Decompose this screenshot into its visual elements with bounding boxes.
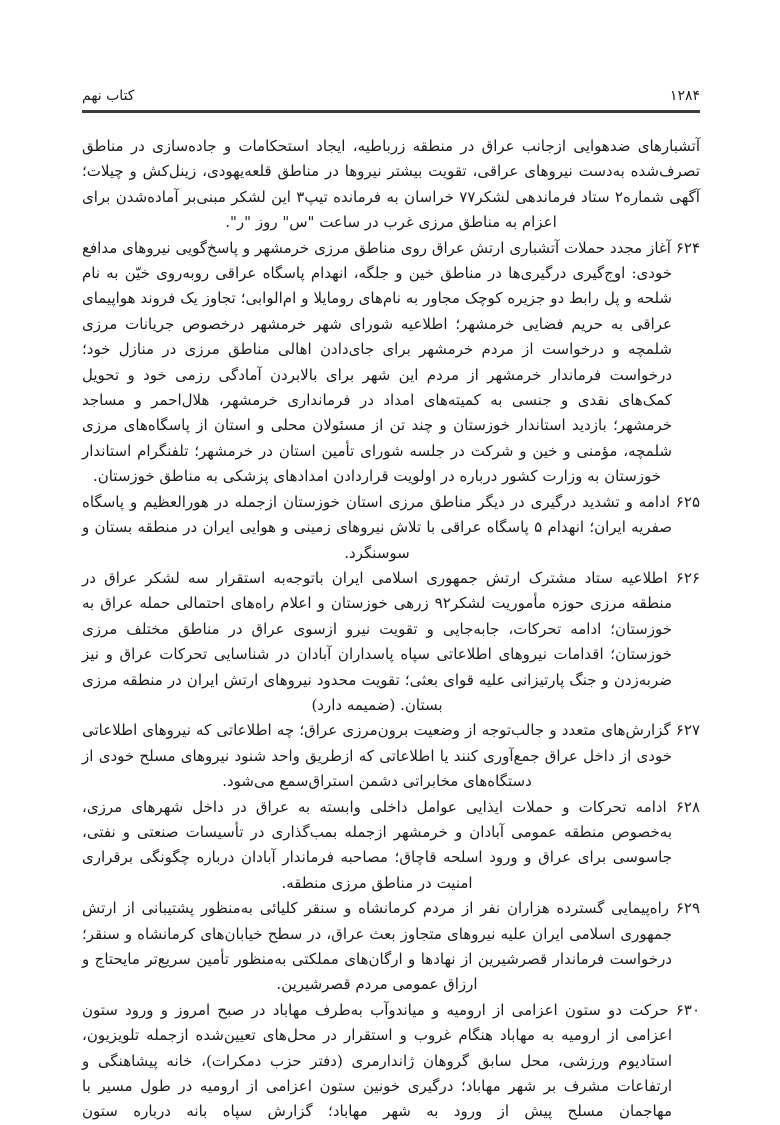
entry-text: حرکت دو ستون اعزامی از ارومیه و میاندوآب به‌طرف مهاباد در صبح امروز و ورود ستون اعزامی از ارومیه به مهاباد هنگام غروب و استقرار در محل‌های تعیین‌شده ازجمله تلویزیون، استادیوم ورزشی، محل سابق گروهان ژاندارمری (دفتر حزب دمکرات)، خانه پیشاهنگی و ارتفاعات مشرف بر شهر مهاباد؛ درگیری خونین ستون اعزامی از ارومیه در طول مسیر با مهاجمان مسلح پیش از ورود به شهر مهاباد؛ گزارش سپاه بانه درباره ستون xyxy=(82,1000,676,1121)
page-number: ۱۲۸۴ xyxy=(669,88,700,104)
entry-number: ۶۲۴ xyxy=(675,238,700,257)
entry xyxy=(82,998,700,1125)
header-divider xyxy=(82,110,700,113)
entry xyxy=(82,566,700,718)
entry-number: ۶۲۶ xyxy=(675,568,700,587)
entry-text: گزارش‌های متعدد و جالب‌توجه از وضعیت برون‌مرزی عراق؛ چه اطلاعاتی که نیروهای اطلاعاتی خودی از داخل عراق جمع‌آوری کنند یا اطلاعاتی که ازطریق واحد شنود نیروهای مسلح خودی از دستگاه‌های مخابراتی دشمن استراق‌سمع می‌شود. xyxy=(82,721,676,791)
entry-number: ۶۲۹ xyxy=(675,899,700,918)
entry-text: ادامه تحرکات و حملات ایذایی عوامل داخلی وابسته به عراق در داخل شهرهای مرزی، به‌خصوص منطقه عمومی آبادان و خرمشهر ازجمله بمب‌گذاری در تأسیسات صنعتی و نفتی، جاسوسی برای عراق و ورود اسلحه قاچاق؛ مصاحبه فرماندار آبادان درباره چگونگی برقراری امنیت در مناطق مرزی منطقه. xyxy=(82,797,676,892)
entry-text: آغاز مجدد حملات آتشباری ارتش عراق روی مناطق مرزی خرمشهر و پاسخ‌گویی نیروهای مدافع خودی: اوج‌گیری درگیری‌ها در مناطق خین و جلگه، انهدام پاسگاه عراقی روبه‌روی خیّن به نام شلحه و پل رابط دو جزیره کوچک مجاور به نام‌های رومایلا و ام‌الوابی؛ تجاوز یک فروند هواپیمای عراقی به حریم فضایی خرمشهر؛ اطلاعیه شورای شهر خرمشهر درخصوص جریانات مرزی شلمچه و درخواست از مردم خرمشهر برای جای‌دادن اهالی مناطق مرزی در منازل خود؛ درخواست فرماندار خرمشهر از مردم این شهر برای بالابردن آمادگی رزمی خود و تحویل کمک‌های نقدی و جنسی به کمیته‌های امداد در فرمانداری خرمشهر، هلال‌احمر و مساجد خرمشهر؛ بازدید استاندار خوزستان و چند تن از مسئولان محلی و استان از پاسگاه‌های مرزی شلمچه، مؤمنی و خین و شرکت در جلسه شورای تأمین استان در خرمشهر؛ تلفنگرام استاندار خوزستان به وزارت کشور درباره در اولویت قراردادن امدادهای پزشکی به مناطق خوزستان. xyxy=(82,238,676,486)
book-title: کتاب نهم xyxy=(82,88,135,104)
entry-text: راه‌پیمایی گسترده هزاران نفر از مردم کرمانشاه و سنقر کلیائی به‌منظور پشتیبانی از ارتش جمهوری اسلامی ایران علیه نیروهای متجاوز بعث عراق، در سطح خیابان‌های کرمانشاه و سنقر؛ درخواست فرماندار قصرشیرین از نهادها و ارگان‌های مملکتی به‌منظور تأمین سریع‌تر مایحتاج و ارزاق عمومی مردم قصرشیرین. xyxy=(82,899,676,994)
entries xyxy=(82,236,700,1125)
entry-number: ۶۲۵ xyxy=(675,492,700,511)
entry-number: ۶۳۰ xyxy=(675,1000,700,1019)
entry xyxy=(82,718,700,794)
entry-text: اطلاعیه ستاد مشترک ارتش جمهوری اسلامی ایران باتوجه‌به استقرار سه لشکر عراق در منطقه مرزی حوزه مأموریت لشکر۹۲ زرهی خوزستان و اعلام راه‌های احتمالی حمله عراق به خوزستان؛ ادامه تحرکات، جابه‌جایی و تقویت نیرو ازسوی عراق در مناطق مختلف مرزی خوزستان؛ اقدامات نیروهای اطلاعاتی سپاه پاسداران آبادان در شناسایی تحرکات عراق و نیز ضربه‌زدن و جنگ پارتیزانی علیه قوای بعثی؛ تقویت محدود نیروهای ارتش ایران در منطقه مرزی بستان. (ضمیمه دارد) xyxy=(82,568,676,714)
entry-number: ۶۲۷ xyxy=(675,721,700,740)
page-content xyxy=(82,134,700,1125)
page-header xyxy=(82,88,700,110)
entry xyxy=(82,490,700,566)
entry xyxy=(82,236,700,490)
intro-paragraph: آتشبارهای ضدهوایی ازجانب عراق در منطقه زرباطیه، ایجاد استحکامات و جاده‌سازی در مناطق تصرف‌شده به‌دست نیروهای عراقی، تقویت بیشتر نیروها در مناطق قلعه‌یهودی، زینل‌کش و چیلات؛ آگهی شماره۲ ستاد فرماندهی لشکر۷۷ خراسان به فرمانده تیپ۳ این لشکر مبنی‌بر آماده‌شدن برای اعزام به مناطق مرزی غرب در ساعت "س" روز "ر". xyxy=(82,137,700,232)
entry-text: ادامه و تشدید درگیری در دیگر مناطق مرزی استان خوزستان ازجمله در هورالعظیم و پاسگاه صفریه ایران؛ انهدام ۵ پاسگاه عراقی با تلاش نیروهای زمینی و هوایی ایران در منطقه بستان و سوسنگرد. xyxy=(82,492,676,562)
entry xyxy=(82,896,700,998)
entry xyxy=(82,795,700,897)
entry-number: ۶۲۸ xyxy=(675,797,700,816)
